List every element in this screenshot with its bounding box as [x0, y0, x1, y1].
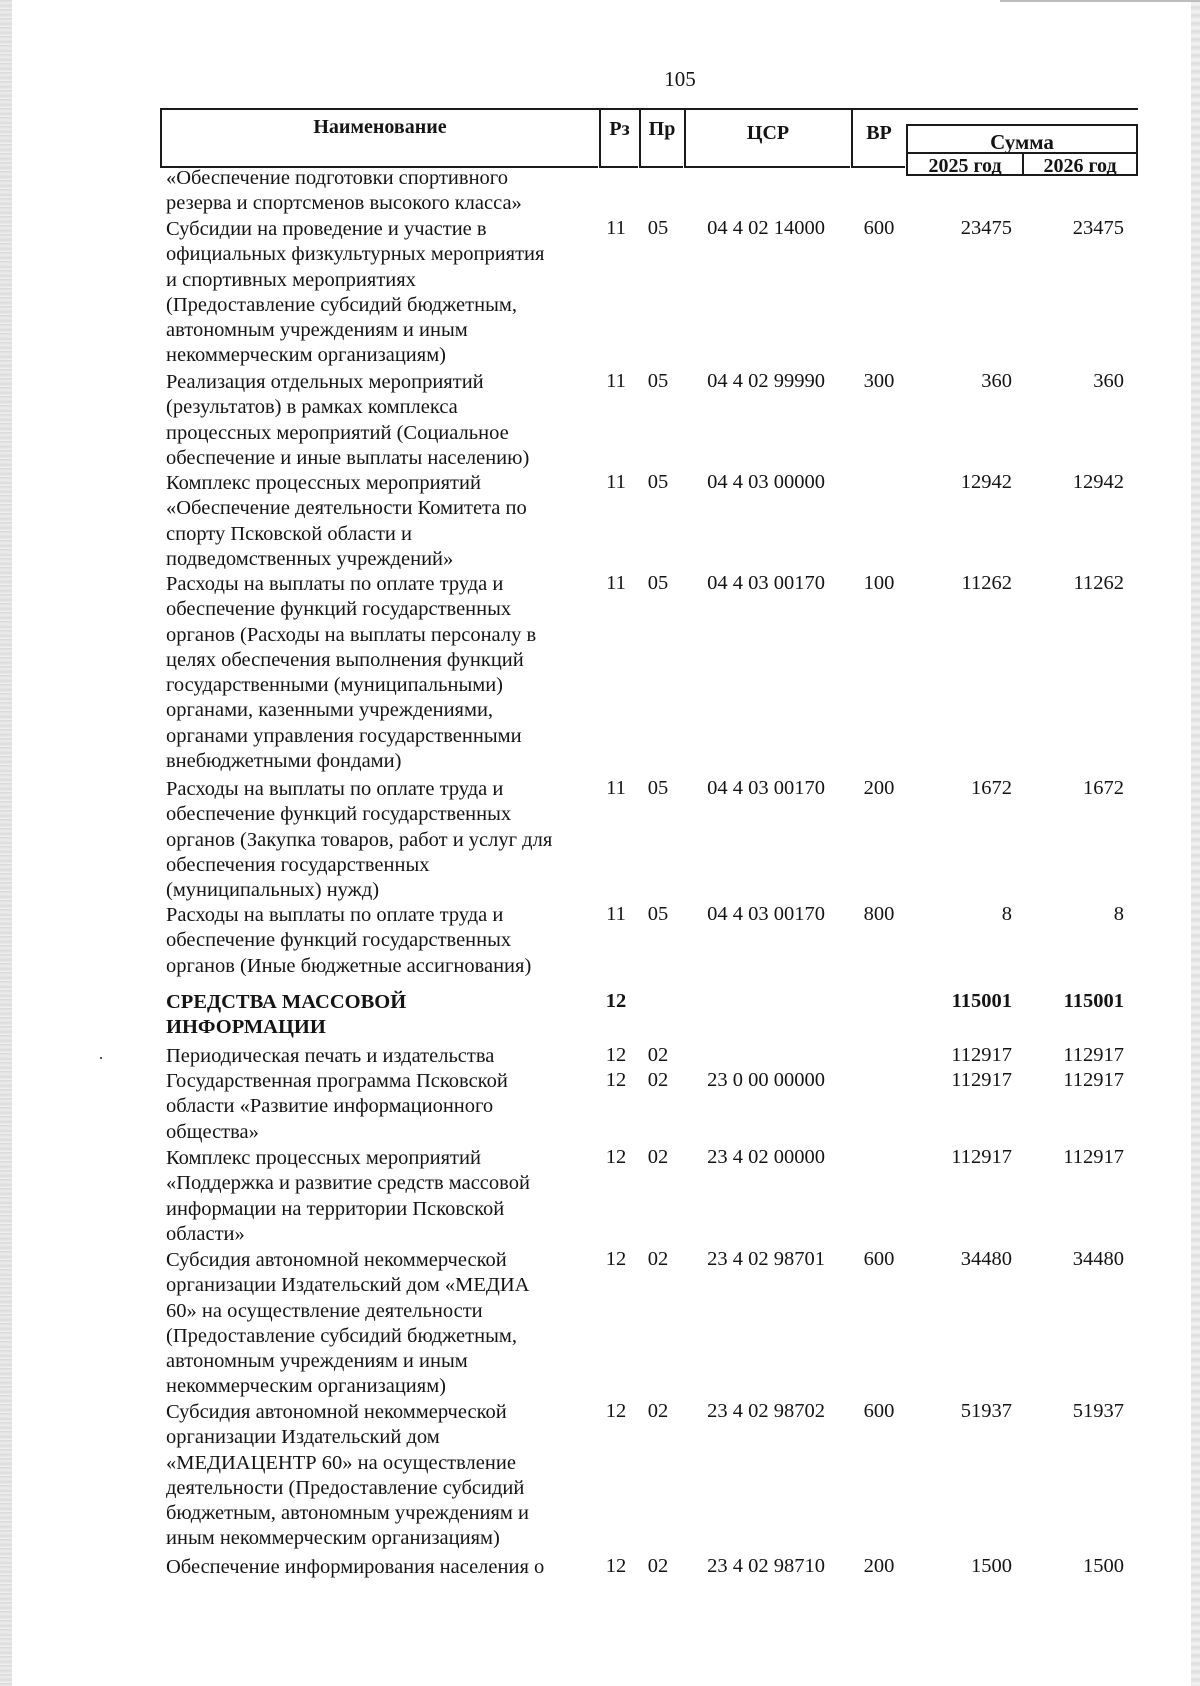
row-name-line: спорту Псковской области и: [166, 522, 412, 545]
header-sum: Сумма: [906, 124, 1138, 152]
row-vr: 600: [863, 1248, 895, 1270]
row-name-line: официальных физкультурных мероприятия: [166, 243, 545, 266]
row-pr: 05: [647, 777, 669, 799]
row-name-line: и спортивных мероприятиях: [166, 268, 416, 291]
row-csr: 23 4 02 98702: [707, 1400, 825, 1422]
row-sum-2025: 1672: [971, 777, 1012, 799]
row-name-line: органов (Закупка товаров, работ и услуг для: [166, 828, 553, 851]
row-name-line: некоммерческим организациям): [166, 344, 446, 367]
row-name-line: обеспечение функций государственных: [166, 598, 512, 621]
header-year-2026: 2026 год: [1022, 152, 1138, 176]
row-name: [166, 1146, 586, 1247]
row-name-line: 60» на осуществление деятельности: [166, 1299, 483, 1322]
row-rz: 12: [605, 1069, 627, 1091]
row-sum-2026: 1500: [1083, 1555, 1124, 1577]
row-name-line: автономным учреждениям и иным: [166, 319, 468, 342]
row-name-line: Комплекс процессных мероприятий: [166, 1147, 481, 1169]
row-name: [166, 1248, 586, 1400]
row-name-line: «Обеспечение подготовки спортивного: [166, 167, 508, 189]
row-name-line: Расходы на выплаты по оплате труда и: [166, 904, 504, 926]
row-name-line: Субсидии на проведение и участие в: [166, 218, 487, 240]
row-name: [166, 1069, 586, 1145]
row-name-line: (Предоставление субсидий бюджетным,: [166, 293, 517, 316]
row-name-line: области»: [166, 1222, 245, 1245]
row-sum-2026: 11262: [1073, 572, 1124, 594]
row-rz: 12: [605, 990, 627, 1012]
row-sum-2025: 115001: [951, 990, 1012, 1012]
row-pr: 02: [647, 1044, 669, 1066]
row-sum-2025: 12942: [960, 471, 1012, 493]
row-pr: 05: [647, 217, 669, 239]
row-name-line: обеспечения государственных: [166, 853, 430, 876]
row-vr: 600: [863, 1400, 895, 1422]
row-name-line: (результатов) в рамках комплекса: [166, 396, 458, 419]
header-pr: Пр: [639, 110, 683, 168]
row-pr: 05: [647, 471, 669, 493]
row-sum-2025: 34480: [960, 1248, 1012, 1270]
header-vr: ВР: [851, 110, 905, 168]
row-name-line: Субсидия автономной некоммерческой: [166, 1401, 507, 1423]
header-year-2025: 2025 год: [906, 152, 1022, 176]
row-pr: 02: [647, 1400, 669, 1422]
row-pr: 02: [647, 1555, 669, 1577]
row-name-line: «Поддержка и развитие средств массовой: [166, 1172, 530, 1195]
row-csr: 04 4 03 00170: [707, 777, 825, 799]
row-csr: 04 4 02 14000: [707, 217, 825, 239]
row-sum-2026: 360: [1093, 370, 1124, 392]
row-rz: 12: [605, 1555, 627, 1577]
row-sum-2025: 360: [981, 370, 1012, 392]
row-pr: 02: [647, 1146, 669, 1168]
row-sum-2026: 12942: [1072, 471, 1124, 493]
row-name: [166, 1555, 586, 1580]
row-sum-2026: 112917: [1063, 1069, 1124, 1091]
row-name-line: обеспечение функций государственных: [166, 803, 512, 826]
row-csr: 04 4 03 00170: [707, 903, 825, 925]
row-rz: 12: [605, 1400, 627, 1422]
row-name: [166, 572, 586, 774]
row-name-line: целях обеспечения выполнения функций: [166, 648, 524, 671]
row-rz: 11: [606, 370, 626, 392]
row-sum-2026: 34480: [1072, 1248, 1124, 1270]
row-csr: 04 4 03 00000: [707, 471, 825, 493]
row-vr: 800: [863, 903, 895, 925]
row-name-line: Расходы на выплаты по оплате труда и: [166, 778, 504, 800]
row-pr: 05: [647, 903, 669, 925]
row-rz: 12: [605, 1044, 627, 1066]
row-name-line: организации Издательский дом «МЕДИА: [166, 1274, 530, 1297]
row-name-line: подведомственных учреждений»: [166, 547, 454, 570]
row-sum-2026: 112917: [1063, 1146, 1124, 1168]
row-name-line: Обеспечение информирования населения о: [166, 1556, 545, 1578]
row-pr: 05: [647, 370, 669, 392]
row-csr: 23 4 02 98710: [707, 1555, 825, 1577]
row-csr: 23 0 00 00000: [707, 1069, 825, 1091]
row-name-line: деятельности (Предоставление субсидий: [166, 1476, 525, 1499]
row-name-line: некоммерческим организациям): [166, 1375, 446, 1398]
row-name-line: органов (Иные бюджетные ассигнования): [166, 954, 532, 977]
row-sum-2026: 1672: [1083, 777, 1124, 799]
row-name: [166, 1044, 586, 1069]
row-name-line: области «Развитие информационного: [166, 1095, 494, 1118]
row-sum-2026: 115001: [1063, 990, 1124, 1012]
row-sum-2025: 112917: [951, 1146, 1012, 1168]
row-name-line: обеспечение и иные выплаты населению): [166, 446, 530, 469]
row-name: [166, 370, 586, 471]
row-pr: 02: [647, 1248, 669, 1270]
row-name-line: Реализация отдельных мероприятий: [166, 371, 484, 393]
row-vr: 300: [863, 370, 895, 392]
row-rz: 11: [606, 903, 626, 925]
page-number: 105: [664, 67, 696, 91]
row-name-line: «Обеспечение деятельности Комитета по: [166, 497, 527, 520]
row-name-line: Расходы на выплаты по оплате труда и: [166, 573, 504, 595]
row-name-line: ИНФОРМАЦИИ: [166, 1016, 326, 1039]
row-name-line: Периодическая печать и издательства: [166, 1045, 495, 1067]
row-sum-2026: 51937: [1072, 1400, 1124, 1422]
row-name: [166, 903, 586, 979]
row-vr: 200: [863, 777, 895, 799]
row-name-line: процессных мероприятий (Социальное: [166, 421, 509, 444]
row-pr: 02: [647, 1069, 669, 1091]
row-name-line: Комплекс процессных мероприятий: [166, 472, 481, 494]
row-rz: 12: [605, 1146, 627, 1168]
row-name-line: резерва и спортсменов высокого класса»: [166, 192, 522, 215]
header-csr: ЦСР: [684, 110, 850, 168]
row-csr: 04 4 02 99990: [707, 370, 825, 392]
row-name: [166, 166, 586, 217]
row-pr: 05: [647, 572, 669, 594]
row-name: [166, 1400, 586, 1552]
row-rz: 11: [606, 217, 626, 239]
row-sum-2026: 112917: [1063, 1044, 1124, 1066]
row-name-line: организации Издательский дом: [166, 1426, 440, 1449]
row-name-line: государственными (муниципальными): [166, 674, 503, 697]
row-name-line: «МЕДИАЦЕНТР 60» на осуществление: [166, 1451, 516, 1474]
row-name-line: органами управления государственными: [166, 724, 522, 747]
row-name-line: автономным учреждениям и иным: [166, 1350, 468, 1373]
row-sum-2026: 23475: [1072, 217, 1124, 239]
row-name-line: информации на территории Псковской: [166, 1197, 505, 1220]
row-name: [166, 471, 586, 572]
row-name-line: общества»: [166, 1120, 259, 1143]
row-sum-2025: 112917: [951, 1044, 1012, 1066]
row-name: [166, 217, 586, 369]
header-rz: Рз: [599, 110, 638, 168]
row-sum-2025: 1500: [971, 1555, 1012, 1577]
row-name-line: (Предоставление субсидий бюджетным,: [166, 1324, 517, 1347]
row-sum-2025: 8: [1001, 903, 1012, 925]
row-csr: 23 4 02 98701: [707, 1248, 825, 1270]
row-name: [166, 777, 586, 903]
row-name: [166, 990, 586, 1041]
row-rz: 11: [606, 777, 626, 799]
row-name-line: СРЕДСТВА МАССОВОЙ: [166, 991, 407, 1013]
header-name: Наименование: [160, 110, 598, 168]
row-rz: 11: [606, 471, 626, 493]
row-vr: 200: [863, 1555, 895, 1577]
row-csr: 23 4 02 00000: [707, 1146, 825, 1168]
row-name-line: внебюджетными фондами): [166, 750, 402, 773]
row-sum-2025: 112917: [951, 1069, 1012, 1091]
row-name-line: обеспечение функций государственных: [166, 929, 512, 952]
row-name-line: Государственная программа Псковской: [166, 1070, 508, 1092]
row-sum-2026: 8: [1113, 903, 1124, 925]
row-name-line: иным некоммерческим организациям): [166, 1527, 500, 1550]
row-vr: 600: [863, 217, 895, 239]
row-vr: 100: [863, 572, 895, 594]
row-rz: 12: [605, 1248, 627, 1270]
row-name-line: органов (Расходы на выплаты персоналу в: [166, 623, 537, 646]
row-sum-2025: 11262: [961, 572, 1012, 594]
row-name-line: бюджетным, автономным учреждениям и: [166, 1502, 529, 1525]
row-sum-2025: 23475: [960, 217, 1012, 239]
row-sum-2025: 51937: [960, 1400, 1012, 1422]
row-name-line: Субсидия автономной некоммерческой: [166, 1249, 507, 1271]
row-rz: 11: [606, 572, 626, 594]
row-csr: 04 4 03 00170: [707, 572, 825, 594]
row-name-line: (муниципальных) нужд): [166, 879, 380, 902]
row-name-line: органами, казенными учреждениями,: [166, 699, 494, 722]
